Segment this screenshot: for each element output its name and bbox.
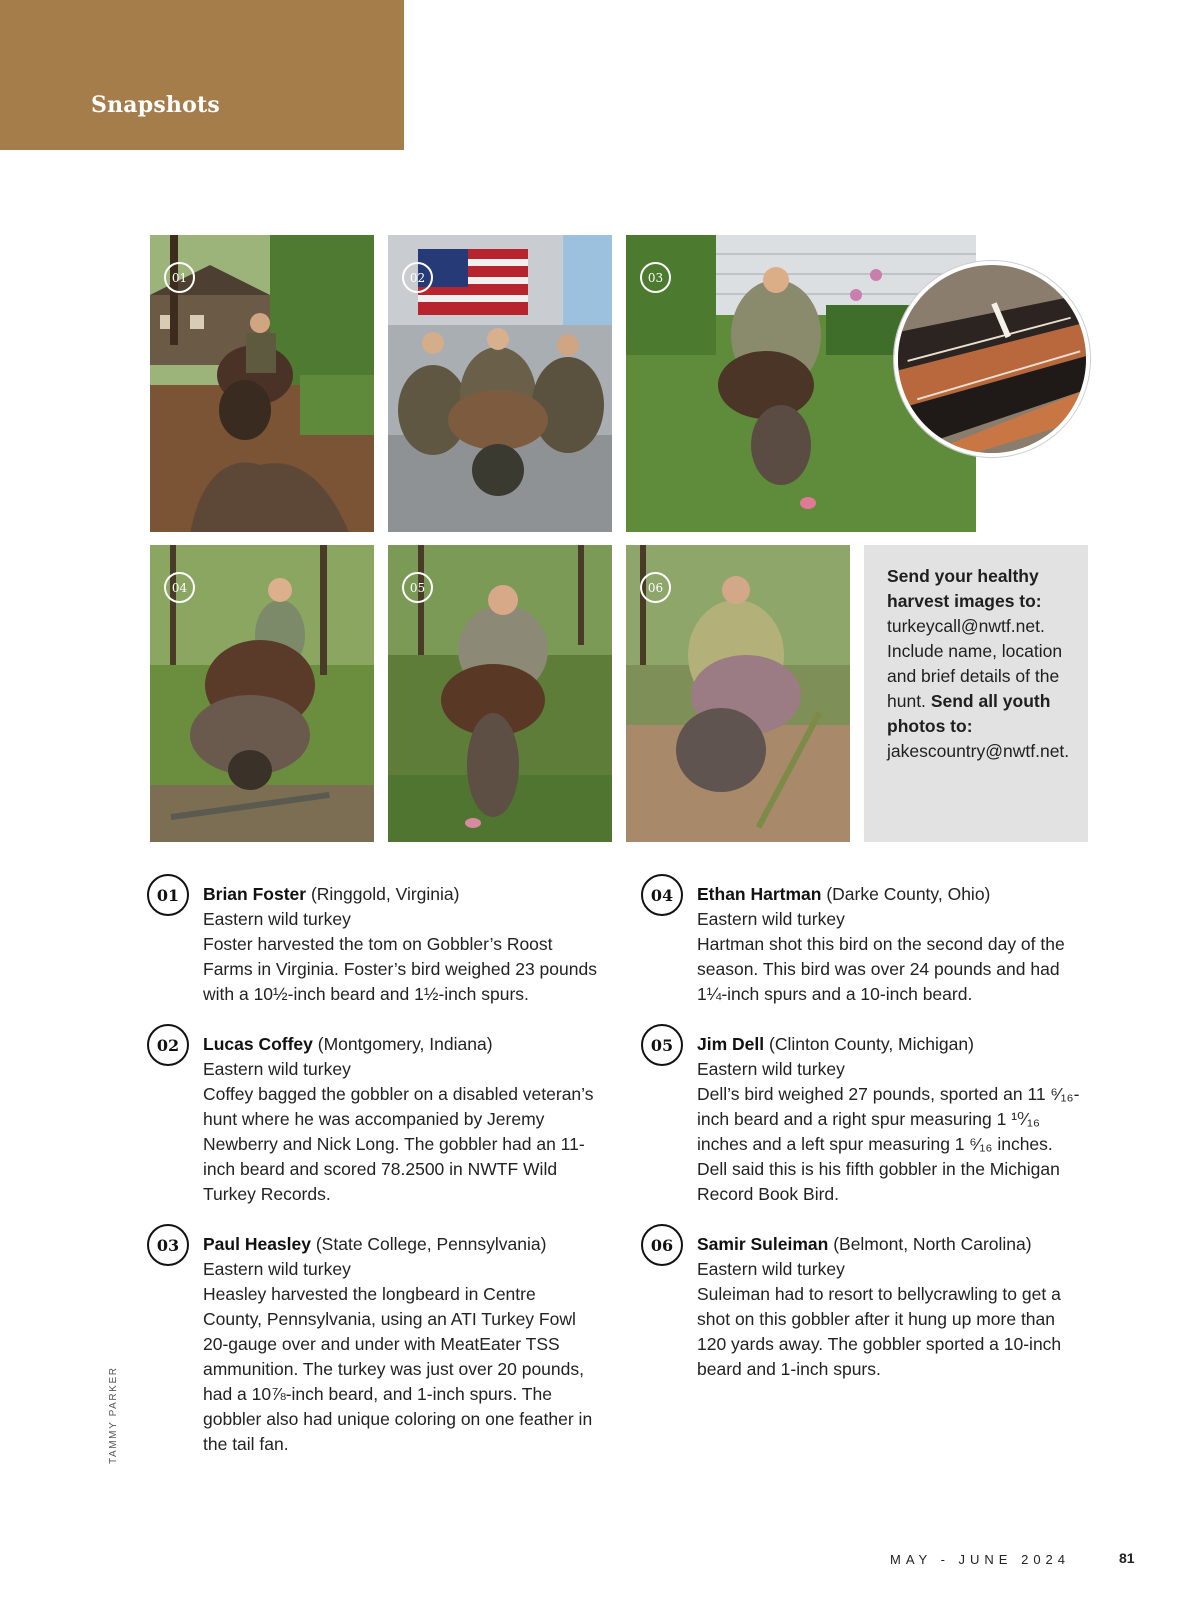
caption-body: Hartman shot this bird on the second day of the season. This bird was over 24 pounds and had 1¼-inch spurs and a 10-inch beard. xyxy=(697,934,1065,1004)
hunter-name: Paul Heasley xyxy=(203,1234,311,1254)
hunter-name: Samir Suleiman xyxy=(697,1234,829,1254)
caption-body: Suleiman had to resort to bellycrawling to get a shot on this gobbler after it hung up more than 120 yards away. The gobbler sported a 10-inch beard and 1-inch spurs. xyxy=(697,1284,1062,1379)
hunter-name: Lucas Coffey xyxy=(203,1034,313,1054)
caption-body: Coffey bagged the gobbler on a disabled veteran’s hunt where he was accompanied by Jeremy Newberry and Nick Long. The gobbler had an 11-inch beard and scored 78.2500 in NWTF Wild Turkey Records. xyxy=(203,1084,594,1204)
caption-number-badge: 05 xyxy=(641,1024,683,1066)
hunter-name: Brian Foster xyxy=(203,884,307,904)
photo-credit: TAMMY PARKER xyxy=(108,1366,119,1464)
photo-06 xyxy=(626,545,850,842)
photo-04 xyxy=(150,545,374,842)
section-header-band xyxy=(0,0,404,150)
species: Eastern wild turkey xyxy=(697,909,845,929)
youth-email-text: jakescountry@nwtf.net. xyxy=(887,741,1070,761)
caption-number-badge: 01 xyxy=(147,874,189,916)
caption-text xyxy=(203,1232,598,1457)
hunter-name: Jim Dell xyxy=(697,1034,765,1054)
photo-01 xyxy=(150,235,374,532)
photo-number-badge: 05 xyxy=(402,572,433,603)
caption-number-badge: 03 xyxy=(147,1224,189,1266)
photo-number-badge: 03 xyxy=(640,262,671,293)
hunter-location: (Montgomery, Indiana) xyxy=(317,1034,493,1054)
caption-body: Foster harvested the tom on Gobbler’s Roost Farms in Virginia. Foster’s bird weighed 23 pounds with a 10½-inch beard and 1½-inch spurs. xyxy=(203,934,597,1004)
photo-number-badge: 01 xyxy=(164,262,195,293)
hunter-name: Ethan Hartman xyxy=(697,884,822,904)
photo-number-badge: 04 xyxy=(164,572,195,603)
species: Eastern wild turkey xyxy=(697,1059,845,1079)
species: Eastern wild turkey xyxy=(203,1259,351,1279)
caption-text xyxy=(697,882,1087,1007)
issue-date: MAY - JUNE 2024 xyxy=(890,1552,1071,1567)
youth-heading: Send all youth photos to: xyxy=(887,691,1051,736)
photo-05 xyxy=(388,545,612,842)
caption-number-badge: 04 xyxy=(641,874,683,916)
submit-email-text: turkeycall@nwtf.net. Include name, location and brief details of the hunt. xyxy=(887,616,1063,711)
photo-number-badge: 06 xyxy=(640,572,671,603)
caption-text xyxy=(697,1032,1087,1207)
species: Eastern wild turkey xyxy=(203,1059,351,1079)
hunter-location: (Ringgold, Virginia) xyxy=(310,884,460,904)
page-number: 81 xyxy=(1119,1550,1135,1566)
section-title: Snapshots xyxy=(91,92,220,118)
species: Eastern wild turkey xyxy=(203,909,351,929)
photo-number-badge: 02 xyxy=(402,262,433,293)
submission-info-box xyxy=(864,545,1088,842)
submit-heading: Send your healthy harvest images to: xyxy=(887,566,1042,611)
tail-feather-closeup-inset xyxy=(894,261,1090,457)
hunter-location: (Darke County, Ohio) xyxy=(826,884,991,904)
photo-02 xyxy=(388,235,612,532)
species: Eastern wild turkey xyxy=(697,1259,845,1279)
caption-text xyxy=(697,1232,1087,1382)
caption-number-badge: 06 xyxy=(641,1224,683,1266)
caption-text xyxy=(203,882,603,1007)
caption-body: Dell’s bird weighed 27 pounds, sported an 11 ⁶⁄₁₆-inch beard and a right spur measuring 1 ¹⁰⁄₁₆ inches and a left spur measuring 1 ⁶⁄₁₆ inches. Dell said this is his fifth gobbler in the Michigan Record Book Bird. xyxy=(697,1084,1080,1204)
caption-number-badge: 02 xyxy=(147,1024,189,1066)
hunter-location: (Clinton County, Michigan) xyxy=(769,1034,974,1054)
hunter-location: (Belmont, North Carolina) xyxy=(833,1234,1032,1254)
hunter-location: (State College, Pennsylvania) xyxy=(315,1234,547,1254)
caption-body: Heasley harvested the longbeard in Centre County, Pennsylvania, using an ATI Turkey Fowl 20-gauge over and under with MeatEater TSS ammunition. The turkey was just over 20 pounds, had a 10⅞-inch beard, and 1-inch spurs. The gobbler also had unique coloring on one feather in the tail fan. xyxy=(203,1284,593,1454)
caption-text xyxy=(203,1032,598,1207)
